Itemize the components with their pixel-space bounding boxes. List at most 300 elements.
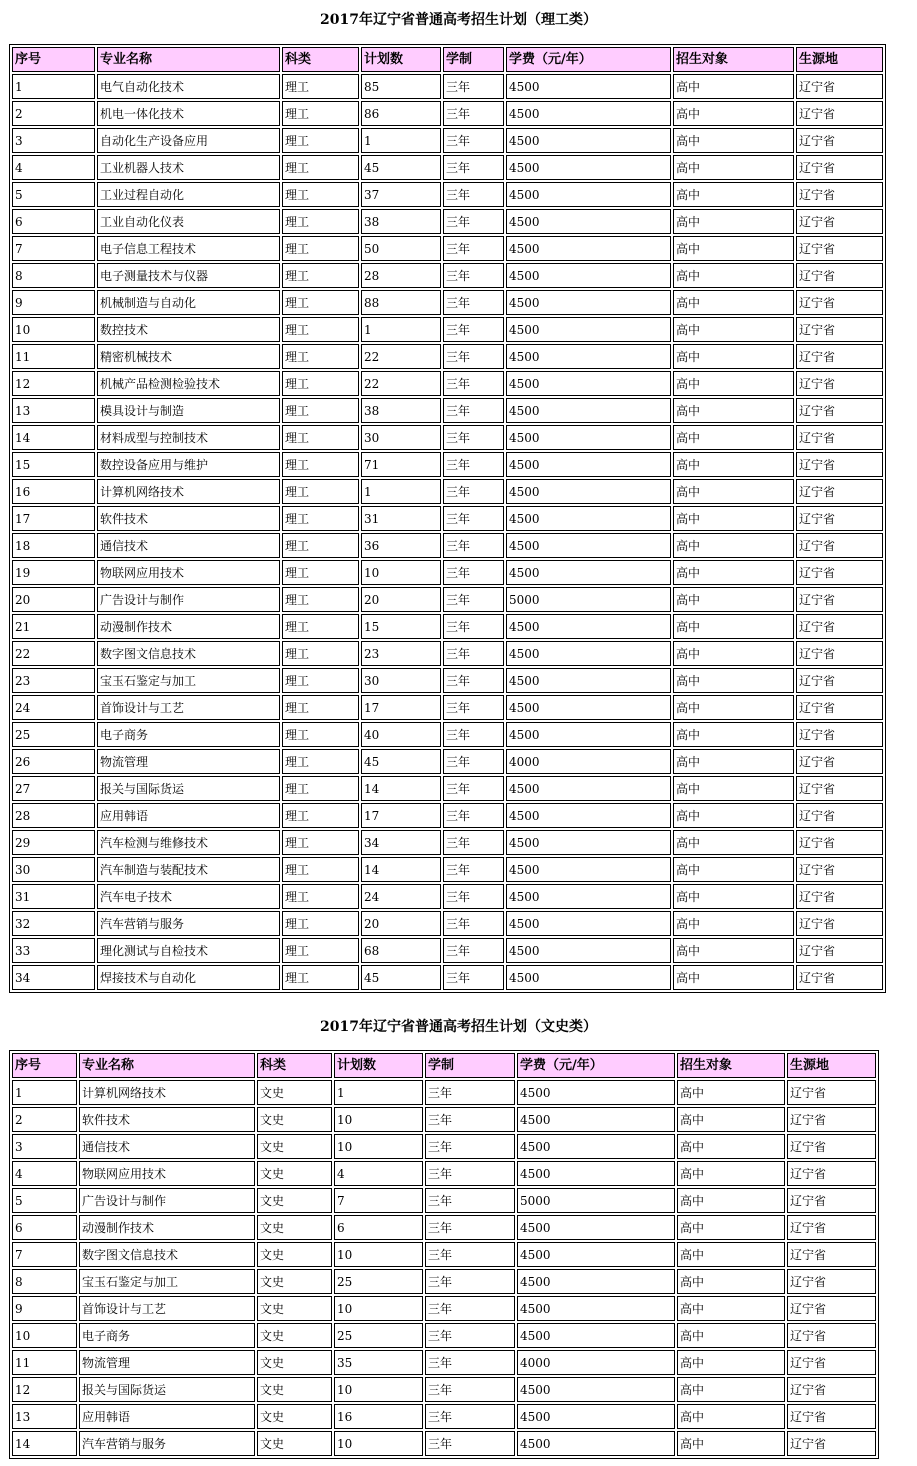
cell-major: 工业机器人技术 [97,155,280,180]
cell-origin: 辽宁省 [796,74,883,99]
cell-tuition: 4500 [506,425,671,450]
cell-index: 9 [12,1296,77,1321]
cell-category: 理工 [282,74,359,99]
cell-target: 高中 [673,371,794,396]
cell-plan-count: 23 [361,641,441,666]
cell-plan-count: 10 [334,1134,423,1159]
cell-major: 物联网应用技术 [79,1161,255,1186]
cell-target: 高中 [673,479,794,504]
cell-major: 汽车营销与服务 [97,911,280,936]
cell-category: 理工 [282,614,359,639]
cell-index: 17 [12,506,95,531]
cell-plan-count: 20 [361,911,441,936]
cell-origin: 辽宁省 [796,722,883,747]
table-row [12,209,883,234]
cell-index: 2 [12,101,95,126]
table-row [12,1269,876,1294]
cell-duration: 三年 [443,236,504,261]
cell-plan-count: 38 [361,209,441,234]
cell-index: 34 [12,965,95,990]
cell-target: 高中 [673,317,794,342]
header-row [12,47,883,72]
cell-target: 高中 [673,776,794,801]
cell-origin: 辽宁省 [796,479,883,504]
table-row [12,1215,876,1240]
cell-major: 应用韩语 [79,1404,255,1429]
cell-index: 29 [12,830,95,855]
cell-target: 高中 [673,155,794,180]
cell-target: 高中 [673,236,794,261]
cell-target: 高中 [677,1323,785,1348]
cell-category: 理工 [282,371,359,396]
table-row [12,1377,876,1402]
cell-tuition: 5000 [517,1188,675,1213]
table-row [12,857,883,882]
cell-major: 通信技术 [97,533,280,558]
cell-plan-count: 14 [361,857,441,882]
cell-plan-count: 17 [361,803,441,828]
cell-tuition: 4500 [506,668,671,693]
cell-plan-count: 6 [334,1215,423,1240]
cell-index: 28 [12,803,95,828]
cell-index: 30 [12,857,95,882]
cell-plan-count: 38 [361,398,441,423]
cell-target: 高中 [673,695,794,720]
header-duration: 学制 [443,47,504,72]
cell-index: 2 [12,1107,77,1132]
cell-origin: 辽宁省 [787,1215,876,1240]
cell-duration: 三年 [443,452,504,477]
cell-major: 电子信息工程技术 [97,236,280,261]
cell-index: 6 [12,209,95,234]
cell-target: 高中 [673,560,794,585]
cell-category: 理工 [282,749,359,774]
cell-duration: 三年 [425,1080,515,1105]
cell-duration: 三年 [443,533,504,558]
cell-origin: 辽宁省 [787,1134,876,1159]
cell-index: 7 [12,1242,77,1267]
table-row [12,1404,876,1429]
cell-plan-count: 85 [361,74,441,99]
cell-origin: 辽宁省 [796,668,883,693]
cell-target: 高中 [673,938,794,963]
header-category: 科类 [257,1053,332,1078]
cell-tuition: 4500 [506,884,671,909]
cell-major: 工业自动化仪表 [97,209,280,234]
cell-target: 高中 [677,1269,785,1294]
cell-major: 动漫制作技术 [79,1215,255,1240]
cell-target: 高中 [673,101,794,126]
header-origin: 生源地 [787,1053,876,1078]
cell-duration: 三年 [443,587,504,612]
table-row [12,614,883,639]
cell-duration: 三年 [443,830,504,855]
cell-major: 广告设计与制作 [97,587,280,612]
table-row [12,263,883,288]
cell-origin: 辽宁省 [796,344,883,369]
cell-tuition: 4500 [506,965,671,990]
table-row [12,371,883,396]
cell-tuition: 4500 [506,479,671,504]
cell-category: 理工 [282,830,359,855]
cell-origin: 辽宁省 [796,506,883,531]
cell-index: 14 [12,425,95,450]
cell-category: 理工 [282,857,359,882]
cell-tuition: 4500 [506,74,671,99]
cell-index: 19 [12,560,95,585]
cell-index: 10 [12,1323,77,1348]
cell-duration: 三年 [425,1188,515,1213]
cell-target: 高中 [677,1350,785,1375]
cell-tuition: 5000 [506,587,671,612]
cell-duration: 三年 [443,263,504,288]
cell-target: 高中 [673,641,794,666]
cell-duration: 三年 [425,1161,515,1186]
cell-origin: 辽宁省 [796,587,883,612]
cell-tuition: 4500 [506,371,671,396]
cell-target: 高中 [673,452,794,477]
cell-major: 模具设计与制造 [97,398,280,423]
table-row [12,182,883,207]
cell-duration: 三年 [443,749,504,774]
cell-tuition: 4500 [506,560,671,585]
cell-category: 文史 [257,1377,332,1402]
cell-major: 机械制造与自动化 [97,290,280,315]
cell-category: 文史 [257,1350,332,1375]
cell-major: 工业过程自动化 [97,182,280,207]
cell-duration: 三年 [425,1350,515,1375]
cell-target: 高中 [673,749,794,774]
cell-tuition: 4500 [506,263,671,288]
cell-category: 理工 [282,155,359,180]
cell-category: 文史 [257,1080,332,1105]
cell-tuition: 4500 [506,344,671,369]
cell-major: 汽车制造与装配技术 [97,857,280,882]
cell-tuition: 4500 [506,911,671,936]
cell-duration: 三年 [443,776,504,801]
header-plan-count: 计划数 [334,1053,423,1078]
cell-origin: 辽宁省 [787,1080,876,1105]
table-row [12,776,883,801]
cell-target: 高中 [673,587,794,612]
cell-category: 理工 [282,236,359,261]
cell-category: 文史 [257,1296,332,1321]
cell-index: 5 [12,1188,77,1213]
cell-index: 3 [12,1134,77,1159]
table-row [12,1296,876,1321]
cell-target: 高中 [673,965,794,990]
cell-tuition: 4500 [506,641,671,666]
table-row [12,317,883,342]
cell-plan-count: 14 [361,776,441,801]
cell-major: 首饰设计与工艺 [79,1296,255,1321]
cell-plan-count: 86 [361,101,441,126]
cell-major: 机械产品检测检验技术 [97,371,280,396]
cell-tuition: 4500 [517,1242,675,1267]
cell-major: 材料成型与控制技术 [97,425,280,450]
cell-tuition: 4500 [506,722,671,747]
cell-major: 数控设备应用与维护 [97,452,280,477]
cell-plan-count: 7 [334,1188,423,1213]
table-row [12,74,883,99]
cell-origin: 辽宁省 [796,236,883,261]
cell-index: 12 [12,371,95,396]
cell-tuition: 4500 [517,1134,675,1159]
cell-duration: 三年 [443,371,504,396]
cell-duration: 三年 [443,425,504,450]
header-category: 科类 [282,47,359,72]
table-row [12,290,883,315]
cell-plan-count: 40 [361,722,441,747]
cell-tuition: 4500 [506,776,671,801]
cell-index: 31 [12,884,95,909]
cell-category: 理工 [282,965,359,990]
cell-plan-count: 4 [334,1161,423,1186]
cell-duration: 三年 [443,641,504,666]
cell-duration: 三年 [425,1107,515,1132]
header-origin: 生源地 [796,47,883,72]
cell-index: 18 [12,533,95,558]
cell-origin: 辽宁省 [796,965,883,990]
cell-index: 6 [12,1215,77,1240]
table-row [12,533,883,558]
cell-major: 软件技术 [97,506,280,531]
cell-duration: 三年 [425,1215,515,1240]
cell-origin: 辽宁省 [796,614,883,639]
cell-category: 理工 [282,263,359,288]
cell-index: 24 [12,695,95,720]
cell-plan-count: 30 [361,425,441,450]
table-row [12,1107,876,1132]
cell-tuition: 4500 [506,101,671,126]
table-row [12,1080,876,1105]
cell-target: 高中 [677,1431,785,1456]
cell-target: 高中 [677,1107,785,1132]
header-tuition: 学费（元/年） [517,1053,675,1078]
cell-duration: 三年 [425,1134,515,1159]
cell-duration: 三年 [443,614,504,639]
cell-plan-count: 10 [361,560,441,585]
cell-category: 文史 [257,1242,332,1267]
cell-index: 13 [12,398,95,423]
cell-tuition: 4500 [517,1323,675,1348]
cell-duration: 三年 [443,155,504,180]
cell-origin: 辽宁省 [796,290,883,315]
cell-duration: 三年 [443,965,504,990]
cell-plan-count: 10 [334,1242,423,1267]
arts-plan-table [9,1050,879,1459]
cell-tuition: 4500 [517,1269,675,1294]
cell-category: 理工 [282,209,359,234]
cell-index: 13 [12,1404,77,1429]
cell-major: 汽车营销与服务 [79,1431,255,1456]
cell-plan-count: 45 [361,749,441,774]
cell-category: 理工 [282,425,359,450]
cell-target: 高中 [673,506,794,531]
cell-duration: 三年 [425,1296,515,1321]
cell-origin: 辽宁省 [796,398,883,423]
cell-origin: 辽宁省 [796,857,883,882]
cell-category: 文史 [257,1107,332,1132]
cell-tuition: 4500 [517,1107,675,1132]
table-row [12,1350,876,1375]
cell-plan-count: 25 [334,1323,423,1348]
header-duration: 学制 [425,1053,515,1078]
cell-major: 自动化生产设备应用 [97,128,280,153]
cell-category: 理工 [282,182,359,207]
table-row [12,1242,876,1267]
cell-category: 理工 [282,452,359,477]
cell-major: 电气自动化技术 [97,74,280,99]
cell-duration: 三年 [443,911,504,936]
cell-origin: 辽宁省 [796,128,883,153]
cell-duration: 三年 [443,182,504,207]
table-row [12,911,883,936]
table-row [12,749,883,774]
cell-duration: 三年 [425,1404,515,1429]
cell-category: 文史 [257,1161,332,1186]
cell-index: 1 [12,74,95,99]
cell-origin: 辽宁省 [787,1107,876,1132]
header-tuition: 学费（元/年） [506,47,671,72]
cell-target: 高中 [673,344,794,369]
cell-tuition: 4500 [506,398,671,423]
table-row [12,155,883,180]
cell-major: 机电一体化技术 [97,101,280,126]
cell-plan-count: 10 [334,1107,423,1132]
cell-category: 理工 [282,101,359,126]
cell-major: 报关与国际货运 [79,1377,255,1402]
cell-origin: 辽宁省 [787,1431,876,1456]
cell-target: 高中 [677,1080,785,1105]
cell-target: 高中 [677,1134,785,1159]
cell-major: 电子商务 [97,722,280,747]
cell-category: 文史 [257,1323,332,1348]
cell-duration: 三年 [443,722,504,747]
cell-target: 高中 [677,1161,785,1186]
cell-target: 高中 [673,74,794,99]
table-row [12,722,883,747]
cell-plan-count: 15 [361,614,441,639]
cell-category: 理工 [282,344,359,369]
cell-plan-count: 31 [361,506,441,531]
table-row [12,398,883,423]
cell-tuition: 4500 [517,1404,675,1429]
cell-plan-count: 10 [334,1377,423,1402]
cell-origin: 辽宁省 [796,749,883,774]
cell-origin: 辽宁省 [796,317,883,342]
cell-tuition: 4500 [517,1215,675,1240]
cell-target: 高中 [673,830,794,855]
cell-category: 理工 [282,128,359,153]
cell-plan-count: 35 [334,1350,423,1375]
cell-plan-count: 88 [361,290,441,315]
cell-category: 理工 [282,587,359,612]
cell-plan-count: 22 [361,371,441,396]
header-plan-count: 计划数 [361,47,441,72]
cell-tuition: 4500 [517,1431,675,1456]
cell-major: 汽车电子技术 [97,884,280,909]
header-index: 序号 [12,47,95,72]
cell-plan-count: 1 [361,317,441,342]
cell-origin: 辽宁省 [796,938,883,963]
cell-target: 高中 [673,668,794,693]
cell-tuition: 4500 [506,452,671,477]
cell-target: 高中 [673,911,794,936]
cell-target: 高中 [673,857,794,882]
cell-category: 文史 [257,1134,332,1159]
arts-table-title: 2017年辽宁省普通高考招生计划（文史类） [320,1019,597,1035]
cell-duration: 三年 [443,128,504,153]
cell-origin: 辽宁省 [796,803,883,828]
cell-origin: 辽宁省 [787,1269,876,1294]
cell-origin: 辽宁省 [796,776,883,801]
cell-plan-count: 30 [361,668,441,693]
cell-origin: 辽宁省 [796,263,883,288]
cell-index: 7 [12,236,95,261]
table-row [12,884,883,909]
cell-plan-count: 1 [334,1080,423,1105]
header-row [12,1053,876,1078]
cell-duration: 三年 [443,398,504,423]
cell-origin: 辽宁省 [796,101,883,126]
cell-origin: 辽宁省 [787,1242,876,1267]
table-row [12,452,883,477]
cell-origin: 辽宁省 [796,884,883,909]
cell-duration: 三年 [443,695,504,720]
cell-major: 应用韩语 [97,803,280,828]
cell-target: 高中 [673,128,794,153]
cell-origin: 辽宁省 [787,1404,876,1429]
cell-major: 首饰设计与工艺 [97,695,280,720]
cell-origin: 辽宁省 [796,182,883,207]
cell-plan-count: 71 [361,452,441,477]
cell-category: 文史 [257,1188,332,1213]
cell-category: 理工 [282,911,359,936]
cell-index: 21 [12,614,95,639]
cell-category: 理工 [282,560,359,585]
cell-tuition: 4500 [506,938,671,963]
header-index: 序号 [12,1053,77,1078]
cell-duration: 三年 [425,1269,515,1294]
cell-duration: 三年 [443,803,504,828]
cell-plan-count: 1 [361,479,441,504]
cell-target: 高中 [677,1242,785,1267]
cell-origin: 辽宁省 [796,911,883,936]
cell-plan-count: 50 [361,236,441,261]
cell-index: 5 [12,182,95,207]
cell-target: 高中 [677,1215,785,1240]
cell-tuition: 4500 [506,236,671,261]
table-row [12,506,883,531]
table-row [12,938,883,963]
cell-major: 报关与国际货运 [97,776,280,801]
cell-target: 高中 [673,263,794,288]
table-row [12,965,883,990]
cell-tuition: 4500 [506,857,671,882]
science-plan-table [9,44,886,993]
cell-category: 理工 [282,317,359,342]
cell-duration: 三年 [425,1242,515,1267]
table-row [12,236,883,261]
cell-tuition: 4500 [506,290,671,315]
cell-tuition: 4500 [506,533,671,558]
cell-major: 广告设计与制作 [79,1188,255,1213]
cell-plan-count: 17 [361,695,441,720]
cell-plan-count: 36 [361,533,441,558]
table-row [12,1323,876,1348]
cell-index: 26 [12,749,95,774]
